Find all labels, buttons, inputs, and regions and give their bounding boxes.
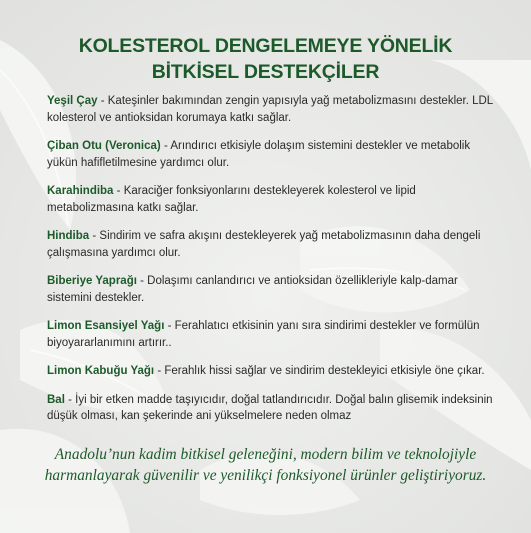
title-line-2: BİTKİSEL DESTEKÇİLER bbox=[151, 61, 380, 83]
herb-description: Ferahlık hissi sağlar ve sindirim destekleyici etkisiyle öne çıkar. bbox=[164, 365, 485, 377]
herb-separator: - bbox=[160, 140, 171, 152]
herb-separator: - bbox=[164, 320, 175, 332]
herb-description: Sindirim ve safra akışını destekleyerek yağ metabolizmasının daha dengeli çalışmasına yardımcı olur. bbox=[47, 230, 481, 259]
herb-item-bal bbox=[47, 392, 499, 425]
herb-description: Karaciğer fonksiyonlarını destekleyerek kolesterol ve lipid metabolizmasına katkı sağlar. bbox=[47, 185, 416, 214]
brand-tagline: Anadolu’nun kadim bitkisel geleneğini, modern bilim ve teknolojiyle harmanlayarak güvenilir ve yenilikçi fonksiyonel ürünler geliştiriyoruz. bbox=[44, 446, 487, 484]
herb-separator: - bbox=[154, 365, 165, 377]
herb-separator: - bbox=[64, 393, 76, 406]
herb-description: Arındırıcı etkisiyle dolaşım sistemini destekler ve metabolik yükün hafifletilmesine yardımcı olur. bbox=[47, 140, 471, 169]
herb-name: Hindiba bbox=[47, 230, 90, 242]
herb-separator: - bbox=[113, 185, 124, 197]
herb-list bbox=[47, 93, 499, 437]
herb-description: Kateşinler bakımından zengin yapısıyla yağ metabolizmasını destekler. LDL kolesterol ve antioksidan korumaya katkı sağlar. bbox=[47, 95, 493, 124]
herb-description: İyi bir etken madde taşıyıcıdır, doğal tatlandırıcıdır. Doğal balın glisemik indeksinin düşük olması, kan şekerinde ani yükselmelere neden olmaz bbox=[47, 393, 493, 422]
herb-item-yesil-cay bbox=[47, 93, 499, 126]
herb-item-limon-kabugu bbox=[47, 363, 499, 380]
herb-item-biberiye bbox=[47, 273, 499, 306]
herb-name: Bal bbox=[47, 393, 65, 406]
page-title bbox=[0, 33, 531, 85]
title-line-1: KOLESTEROL DENGELEMEYE YÖNELİK bbox=[78, 35, 453, 57]
herb-name: Biberiye Yaprağı bbox=[47, 275, 137, 287]
herb-name: Çiban Otu (Veronica) bbox=[47, 140, 161, 152]
herb-name: Limon Kabuğu Yağı bbox=[47, 365, 155, 377]
herb-description: Dolaşımı canlandırıcı ve antioksidan özellikleriyle kalp-damar sistemini destekler. bbox=[47, 275, 458, 304]
herb-name: Limon Esansiyel Yağı bbox=[47, 320, 165, 332]
herb-separator: - bbox=[136, 275, 148, 287]
herb-item-ciban-otu bbox=[47, 138, 499, 171]
herb-separator: - bbox=[97, 95, 108, 107]
herb-name: Yeşil Çay bbox=[47, 95, 98, 107]
herb-name: Karahindiba bbox=[47, 185, 114, 197]
herb-item-karahindiba bbox=[47, 183, 499, 216]
herb-item-hindiba bbox=[47, 228, 499, 261]
herb-separator: - bbox=[89, 230, 100, 242]
herb-item-limon-esansiyel bbox=[47, 318, 499, 351]
herb-description: Ferahlatıcı etkisinin yanı sıra sindirimi destekler ve formülün biyoyararlanımını artırır.. bbox=[47, 320, 480, 349]
